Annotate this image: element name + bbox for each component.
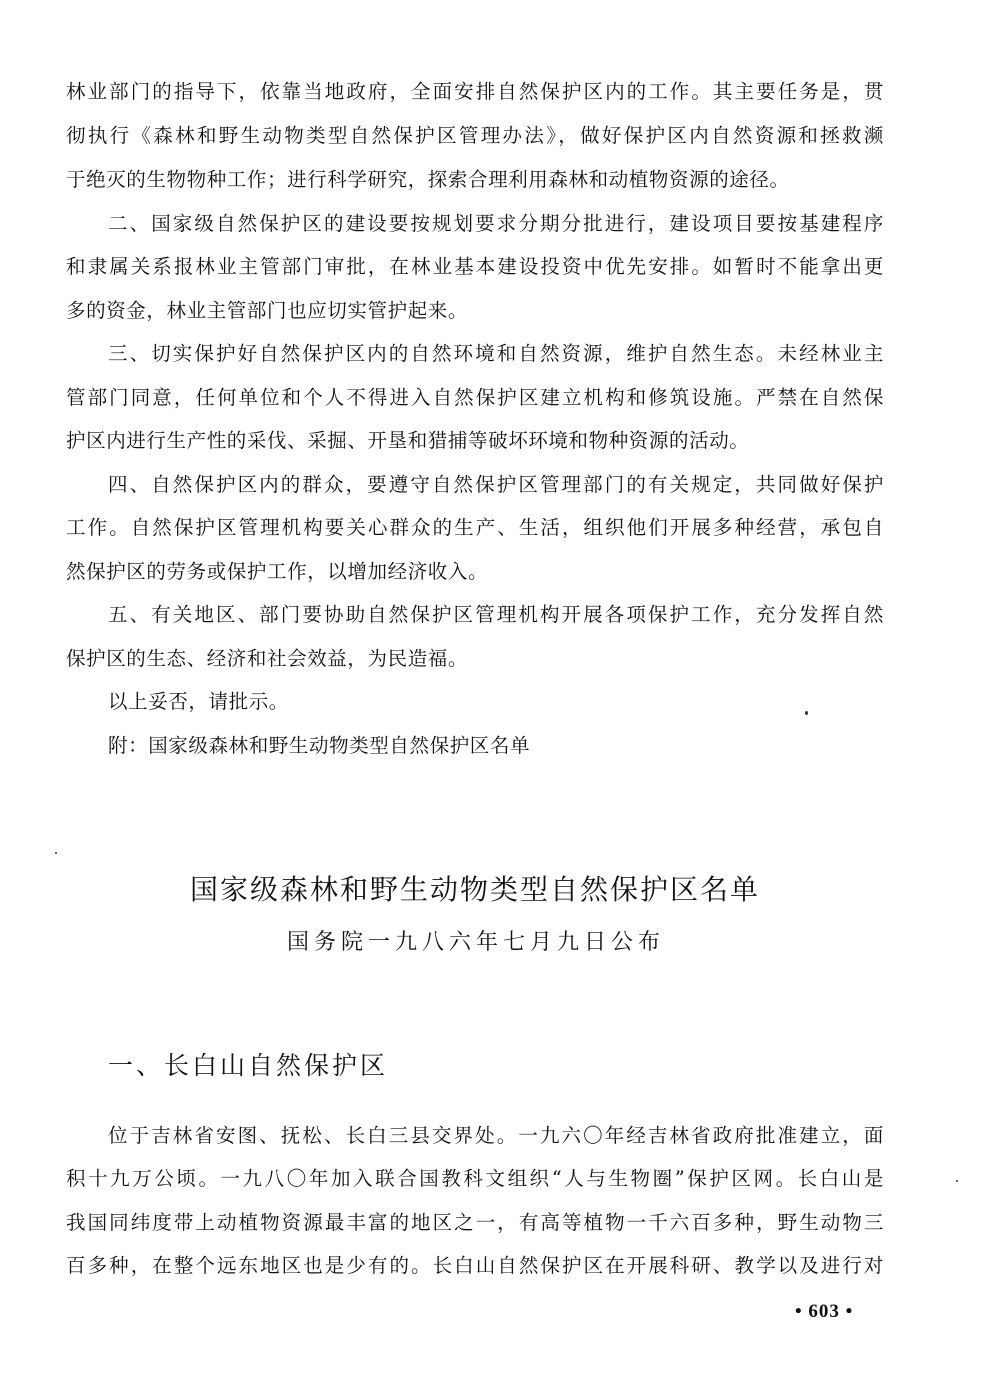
body-line: 多的资金，林业主管部门也应切实管护起来。	[66, 299, 469, 322]
body-line: 工作。自然保护区管理机构要关心群众的生产、生活，组织他们开展多种经营，承包自	[66, 516, 884, 539]
body-line: 彻执行《森林和野生动物类型自然保护区管理办法》，做好保护区内自然资源和拯救濒	[66, 124, 884, 147]
section-line: 积十九万公顷。一九八〇年加入联合国教科文组织“人与生物圈”保护区网。长白山是	[66, 1167, 884, 1190]
paragraph-3-line: 三、切实保护好自然保护区内的自然环境和自然资源，维护自然生态。未经林业主	[108, 342, 884, 365]
scan-speck	[805, 711, 808, 715]
body-line: 林业部门的指导下，依靠当地政府，全面安排自然保护区内的工作。其主要任务是，贯	[66, 80, 884, 103]
section-line: 位于吉林省安图、抚松、长白三县交界处。一九六〇年经吉林省政府批准建立，面	[108, 1124, 884, 1147]
body-line: 护区内进行生产性的采伐、采掘、开垦和猎捕等破坏环境和物种资源的活动。	[66, 429, 750, 452]
list-subtitle: 国务院一九八六年七月九日公布	[286, 930, 665, 955]
body-line: 和隶属关系报林业主管部门审批，在林业基本建设投资中优先安排。如暂时不能拿出更	[66, 255, 884, 278]
list-title: 国家级森林和野生动物类型自然保护区名单	[189, 873, 760, 906]
body-line: 于绝灭的生物物种工作；进行科学研究，探索合理利用森林和动植物资源的途径。	[66, 168, 790, 191]
section-line: 我国同纬度带上动植物资源最丰富的地区之一，有高等植物一千六百多种，野生动物三	[66, 1211, 884, 1234]
body-line: 管部门同意，任何单位和个人不得进入自然保护区建立机构和修筑设施。严禁在自然保	[66, 386, 884, 409]
closing-request: 以上妥否，请批示。	[108, 690, 289, 713]
paragraph-5-line: 五、有关地区、部门要协助自然保护区管理机构开展各项保护工作，充分发挥自然	[108, 603, 884, 626]
scan-speck	[55, 852, 57, 854]
section-line: 百多种，在整个远东地区也是少有的。长白山自然保护区在开展科研、教学以及进行对	[66, 1254, 884, 1277]
body-line: 然保护区的劳务或保护工作，以增加经济收入。	[66, 560, 489, 583]
body-line: 保护区的生态、经济和社会效益，为民造福。	[66, 647, 469, 670]
attachment-note: 附：国家级森林和野生动物类型自然保护区名单	[108, 734, 531, 757]
paragraph-2-line: 二、国家级自然保护区的建设要按规划要求分期分批进行，建设项目要按基建程序	[108, 212, 884, 235]
scan-speck	[956, 1180, 958, 1182]
paragraph-4-line: 四、自然保护区内的群众，要遵守自然保护区管理部门的有关规定，共同做好保护	[108, 473, 884, 496]
section-heading: 一、长白山自然保护区	[108, 1051, 389, 1080]
page-number: • 603 •	[795, 1301, 854, 1322]
